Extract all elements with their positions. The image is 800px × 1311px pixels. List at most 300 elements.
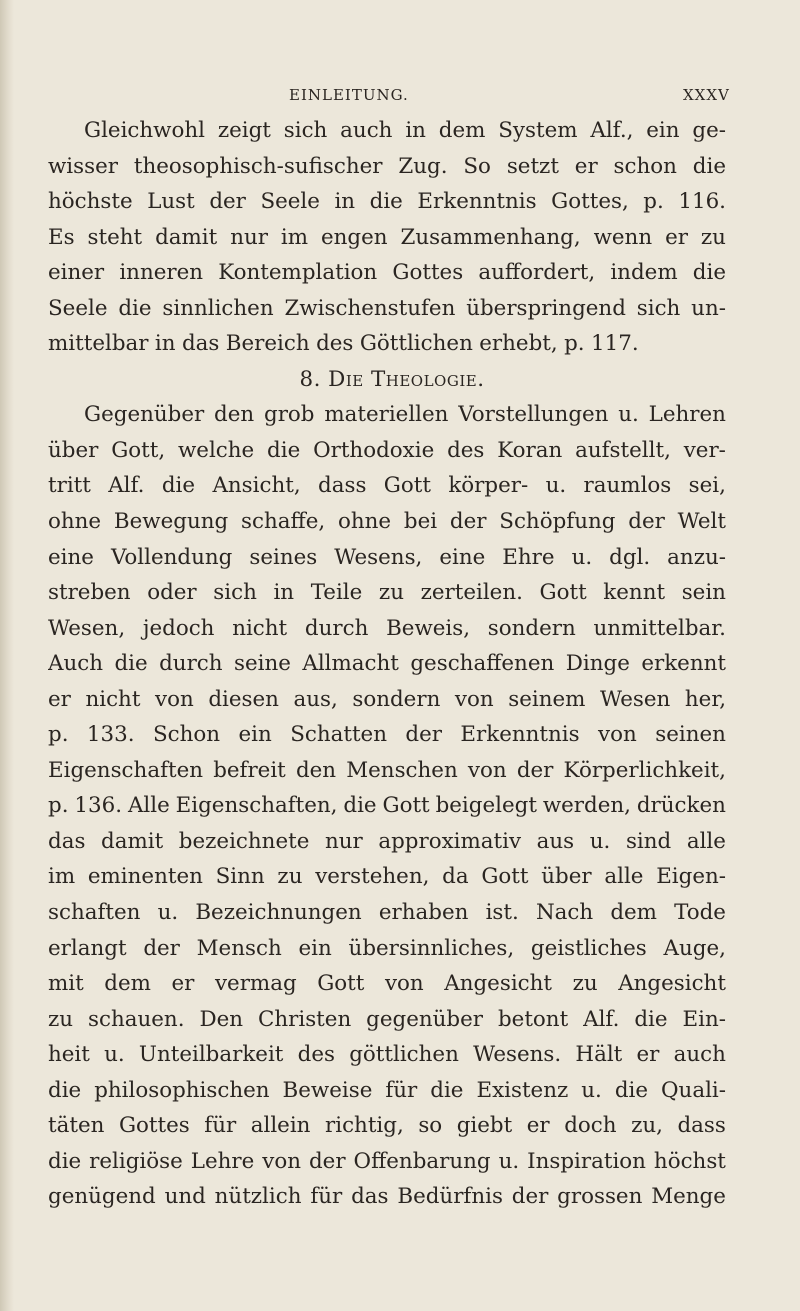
word: Körperlichkeit,	[563, 757, 726, 783]
word: doch	[564, 1113, 617, 1139]
word: zerteilen.	[420, 580, 523, 606]
word: Menschen	[346, 757, 458, 783]
word: erhaben	[378, 900, 469, 926]
word: Alf.	[108, 473, 145, 499]
word: die	[634, 1006, 668, 1032]
word: die	[343, 793, 377, 819]
word: Teile	[310, 580, 363, 606]
text-line	[48, 824, 726, 860]
word: Wesen	[600, 686, 671, 712]
word: der	[449, 509, 487, 535]
text-line	[48, 1144, 726, 1180]
word: von	[262, 1148, 302, 1174]
word: bezeichnete	[178, 828, 310, 854]
text-line	[48, 859, 726, 895]
word: zu	[700, 224, 726, 250]
word: Beweise	[282, 1077, 373, 1103]
word: Gott	[539, 580, 587, 606]
word: dass	[677, 1113, 726, 1139]
word: nur	[230, 224, 268, 250]
word: und	[164, 1184, 206, 1210]
word: zu	[48, 1006, 74, 1032]
word: zu	[277, 864, 303, 890]
word: eine	[48, 544, 94, 570]
word: oder	[147, 580, 197, 606]
running-head	[0, 86, 800, 110]
word: erlangt	[48, 935, 127, 961]
word: ver-	[683, 437, 726, 463]
word: Bereich	[225, 331, 310, 357]
word: dem	[104, 971, 151, 997]
word: so	[418, 1113, 443, 1139]
word: Vollendung	[110, 544, 233, 570]
word: dem	[610, 900, 657, 926]
word: Seele	[48, 295, 108, 321]
word: sich	[636, 295, 681, 321]
word: Sinn	[215, 864, 265, 890]
word: die	[114, 651, 148, 677]
word: Auge,	[663, 935, 726, 961]
word: richtig,	[325, 1113, 404, 1139]
word: seinen	[655, 722, 726, 748]
text-line	[48, 1037, 726, 1073]
word: Erkenntnis	[417, 189, 537, 215]
word: aufstellt,	[575, 437, 671, 463]
word: Wesens.	[473, 1042, 562, 1068]
word: sich	[213, 580, 257, 606]
word: für	[204, 1113, 237, 1139]
word: die	[614, 1077, 649, 1103]
word: ist.	[485, 900, 519, 926]
word: Koran	[497, 437, 563, 463]
word: allein	[250, 1113, 311, 1139]
word: kennt	[603, 580, 666, 606]
running-title: EINLEITUNG.	[289, 86, 409, 104]
word: inneren	[119, 260, 204, 286]
text-line	[48, 184, 726, 220]
word: die	[692, 153, 726, 179]
text-line	[48, 646, 726, 682]
word: Christen	[258, 1006, 352, 1032]
word: diesen	[208, 686, 279, 712]
word: höchst	[653, 1148, 726, 1174]
word: seine	[234, 651, 291, 677]
word: Zusammenhang,	[400, 224, 581, 250]
word: steht	[87, 224, 143, 250]
word: zu	[572, 971, 598, 997]
word: Alf.,	[590, 118, 634, 143]
word: dass	[318, 473, 367, 499]
word: des	[297, 1042, 335, 1068]
text-line	[48, 149, 726, 185]
text-line	[48, 753, 726, 789]
word: unmittelbar.	[593, 615, 726, 641]
word: Welt	[677, 509, 726, 535]
word: in	[273, 580, 295, 606]
section-heading: 8. Die Theologie.	[299, 366, 485, 392]
word: die	[48, 1077, 82, 1103]
word: Erkenntnis	[460, 722, 580, 748]
word: sein	[681, 580, 726, 606]
word: von	[467, 757, 507, 783]
word: raumlos	[583, 473, 672, 499]
text-line	[48, 397, 726, 433]
word: engen	[320, 224, 388, 250]
word: Zug.	[398, 153, 448, 179]
word: Tode	[674, 900, 726, 926]
word: ohne	[48, 509, 102, 535]
word: mit	[48, 971, 84, 997]
word: er	[48, 686, 71, 712]
word: sondern	[487, 615, 576, 641]
word: sich	[283, 118, 328, 143]
word: streben	[48, 580, 131, 606]
word: zeigt	[217, 118, 271, 143]
word: einer	[48, 260, 105, 286]
word: genügend	[48, 1184, 156, 1210]
word: Offenbarung	[353, 1148, 491, 1174]
word: Auch	[48, 651, 103, 677]
word: welche	[177, 437, 255, 463]
word: Lust	[147, 189, 195, 215]
text-line	[48, 788, 726, 824]
word: nur	[324, 828, 363, 854]
word: mittelbar	[48, 331, 149, 357]
word: grossen	[557, 1184, 643, 1210]
text-line	[48, 966, 726, 1002]
word: ge-	[692, 118, 726, 143]
word: Gottes	[392, 260, 464, 286]
word: Nach	[535, 900, 594, 926]
word: übersinnliches,	[348, 935, 515, 961]
text-line	[48, 611, 726, 647]
word: 117.	[591, 331, 639, 357]
word: für	[310, 1184, 343, 1210]
word: des	[447, 437, 485, 463]
word: Schöpfung	[499, 509, 616, 535]
word: der	[516, 757, 554, 783]
text-line	[48, 717, 726, 753]
word: 136.	[74, 793, 123, 819]
word: Bezeichnungen	[195, 900, 362, 926]
word: den	[295, 757, 337, 783]
word: 133.	[86, 722, 135, 748]
word: körper-	[448, 473, 529, 499]
word: Angesicht	[618, 971, 726, 997]
word: anzu-	[667, 544, 726, 570]
word: von	[454, 686, 494, 712]
word: System	[498, 118, 578, 143]
word: materiellen	[324, 402, 449, 428]
word: Beweis,	[386, 615, 471, 641]
word: giebt	[456, 1113, 513, 1139]
word: Ehre	[502, 544, 555, 570]
word: von	[155, 686, 194, 712]
word: Eigen-	[656, 864, 726, 890]
word: verstehen,	[315, 864, 430, 890]
word: werden,	[542, 793, 631, 819]
word: die	[267, 437, 301, 463]
word: zu	[378, 580, 404, 606]
word: damit	[101, 828, 164, 854]
word: Gottes,	[551, 189, 629, 215]
word: der	[308, 1148, 346, 1174]
word: indem	[610, 260, 678, 286]
word: über	[48, 437, 99, 463]
word: der	[209, 189, 246, 215]
word: er	[171, 971, 195, 997]
text-line	[48, 326, 726, 362]
word: eine	[439, 544, 486, 570]
word: Menge	[651, 1184, 726, 1210]
word: Quali-	[661, 1077, 726, 1103]
word: Wesen,	[48, 615, 126, 641]
word: auch	[673, 1042, 726, 1068]
word: wenn	[593, 224, 653, 250]
word: die	[118, 295, 152, 321]
text-line	[48, 682, 726, 718]
word: Alf.	[583, 1006, 620, 1032]
word: Inspiration	[527, 1148, 646, 1174]
word: auch	[340, 118, 393, 143]
word: schaften	[48, 900, 141, 926]
word: drücken	[636, 793, 726, 819]
word: Mensch	[196, 935, 282, 961]
word: schon	[613, 153, 677, 179]
word: So	[463, 153, 491, 179]
word: philosophischen	[94, 1077, 270, 1103]
word: nützlich	[214, 1184, 302, 1210]
word: das	[351, 1184, 389, 1210]
word: gegenüber	[366, 1006, 484, 1032]
text-line	[48, 504, 726, 540]
word: Unteilbarkeit	[138, 1042, 284, 1068]
word: eminenten	[87, 864, 203, 890]
word: approximativ	[378, 828, 522, 854]
word: Gott,	[111, 437, 166, 463]
word: sei,	[688, 473, 726, 499]
text-line	[48, 220, 726, 256]
word: u.	[157, 900, 179, 926]
word: u.	[104, 1042, 125, 1068]
word: un-	[691, 295, 726, 321]
word: täten	[48, 1113, 105, 1139]
text-line	[48, 575, 726, 611]
word: Gott	[382, 793, 430, 819]
word: der	[405, 722, 442, 748]
word: Gottes	[118, 1113, 190, 1139]
word: des	[316, 331, 354, 357]
word: Den	[199, 1006, 244, 1032]
word: der	[143, 935, 180, 961]
word: Existenz	[476, 1077, 569, 1103]
word: u.	[498, 1148, 520, 1174]
word: betont	[497, 1006, 569, 1032]
text-line	[48, 1108, 726, 1144]
word: Dinge	[565, 651, 630, 677]
word: Kontemplation	[218, 260, 378, 286]
word: die	[369, 189, 403, 215]
word: nicht	[232, 615, 288, 641]
word: der	[511, 1184, 549, 1210]
text-line	[48, 1073, 726, 1109]
word: Gott	[317, 971, 365, 997]
word: schauen.	[88, 1006, 185, 1032]
word: Ein-	[682, 1006, 726, 1032]
word: er	[526, 1113, 550, 1139]
word: Hält	[575, 1042, 623, 1068]
text-line	[48, 895, 726, 931]
word: der	[628, 509, 665, 535]
word: wisser	[48, 153, 118, 179]
text-line	[48, 468, 726, 504]
word: zu,	[631, 1113, 663, 1139]
word: bei	[403, 509, 438, 535]
word: die	[48, 1148, 82, 1174]
word: den	[214, 402, 255, 428]
word: Eigenschaften	[48, 757, 204, 783]
word: Ansicht,	[212, 473, 301, 499]
word: in	[334, 189, 356, 215]
word: seines	[249, 544, 318, 570]
word: göttlichen	[349, 1042, 459, 1068]
word: Schon	[152, 722, 221, 748]
word: für	[385, 1077, 418, 1103]
word: p.	[48, 793, 69, 819]
word: Zwischenstufen	[284, 295, 456, 321]
word: u.	[618, 402, 639, 428]
word: im	[48, 864, 76, 890]
word: u.	[571, 544, 593, 570]
word: in	[405, 118, 426, 143]
word: geistliches	[530, 935, 647, 961]
word: beigelegt	[435, 793, 537, 819]
word: Es	[48, 224, 75, 250]
word: im	[280, 224, 309, 250]
word: Eigenschaften,	[175, 793, 338, 819]
word: heit	[48, 1042, 90, 1068]
word: u.	[581, 1077, 602, 1103]
word: Allmacht	[302, 651, 399, 677]
word: nicht	[85, 686, 141, 712]
word: höchste	[48, 189, 133, 215]
word: dgl.	[609, 544, 651, 570]
word: Wesens,	[334, 544, 423, 570]
text-line	[48, 433, 726, 469]
word: u.	[589, 828, 611, 854]
word: ein	[298, 935, 332, 961]
word: geschaffenen	[410, 651, 555, 677]
word: Lehren	[648, 402, 726, 428]
word: da	[442, 864, 469, 890]
word: Bewegung	[113, 509, 229, 535]
word: tritt	[48, 473, 91, 499]
text-line	[48, 931, 726, 967]
word: sondern	[352, 686, 441, 712]
word: aus	[536, 828, 575, 854]
word: Gott	[383, 473, 431, 499]
word: Alle	[127, 793, 170, 819]
word: Vorstellungen	[458, 402, 609, 428]
text-line	[48, 1179, 726, 1215]
word: Angesicht	[444, 971, 553, 997]
text-line	[48, 540, 726, 576]
word: alle	[604, 864, 644, 890]
text-line	[48, 113, 726, 149]
body-text	[48, 113, 726, 1215]
word: p.	[564, 331, 585, 357]
text-line	[48, 255, 726, 291]
word: vermag	[214, 971, 297, 997]
word: von	[598, 722, 637, 748]
word: er	[636, 1042, 660, 1068]
word: das	[181, 331, 220, 357]
word: über	[541, 864, 592, 890]
word: Gegenüber	[84, 402, 205, 428]
word: 116.	[678, 189, 726, 215]
word: von	[384, 971, 424, 997]
word: Gleichwohl	[84, 118, 205, 143]
word: p.	[48, 722, 69, 748]
word: sinnlichen	[162, 295, 274, 321]
word: die	[692, 260, 726, 286]
page-number: XXXV	[683, 86, 730, 104]
word: überspringend	[466, 295, 626, 321]
word: Lehre	[190, 1148, 255, 1174]
word: befreit	[213, 757, 286, 783]
word: er	[574, 153, 598, 179]
word: Göttlichen	[359, 331, 473, 357]
word: Schatten	[290, 722, 387, 748]
word: alle	[686, 828, 726, 854]
word: grob	[264, 402, 315, 428]
word: Seele	[260, 189, 320, 215]
text-line	[48, 291, 726, 327]
page-edge-shadow	[0, 0, 14, 1311]
word: durch	[304, 615, 369, 641]
word: die	[161, 473, 196, 499]
word: die	[430, 1077, 464, 1103]
word: religiöse	[89, 1148, 183, 1174]
word: auffordert,	[478, 260, 596, 286]
word: Orthodoxie	[313, 437, 435, 463]
word: in	[154, 331, 176, 357]
word: schaffe,	[241, 509, 326, 535]
word: erhebt,	[479, 331, 558, 357]
word: p.	[643, 189, 664, 215]
word: Gott	[481, 864, 529, 890]
word: her,	[684, 686, 726, 712]
word: theosophisch-sufischer	[133, 153, 383, 179]
word: setzt	[506, 153, 559, 179]
word: aus,	[293, 686, 338, 712]
word: ein	[238, 722, 272, 748]
word: ohne	[337, 509, 392, 535]
word: erkennt	[641, 651, 726, 677]
word: seinem	[508, 686, 586, 712]
word: damit	[155, 224, 218, 250]
word: Bedürfnis	[397, 1184, 503, 1210]
word: ein	[646, 118, 680, 143]
word: sind	[625, 828, 672, 854]
word: das	[48, 828, 86, 854]
text-line	[48, 1002, 726, 1038]
word: u.	[545, 473, 567, 499]
word: durch	[159, 651, 223, 677]
word: jedoch	[142, 615, 215, 641]
word: er	[665, 224, 688, 250]
word: dem	[438, 118, 486, 143]
